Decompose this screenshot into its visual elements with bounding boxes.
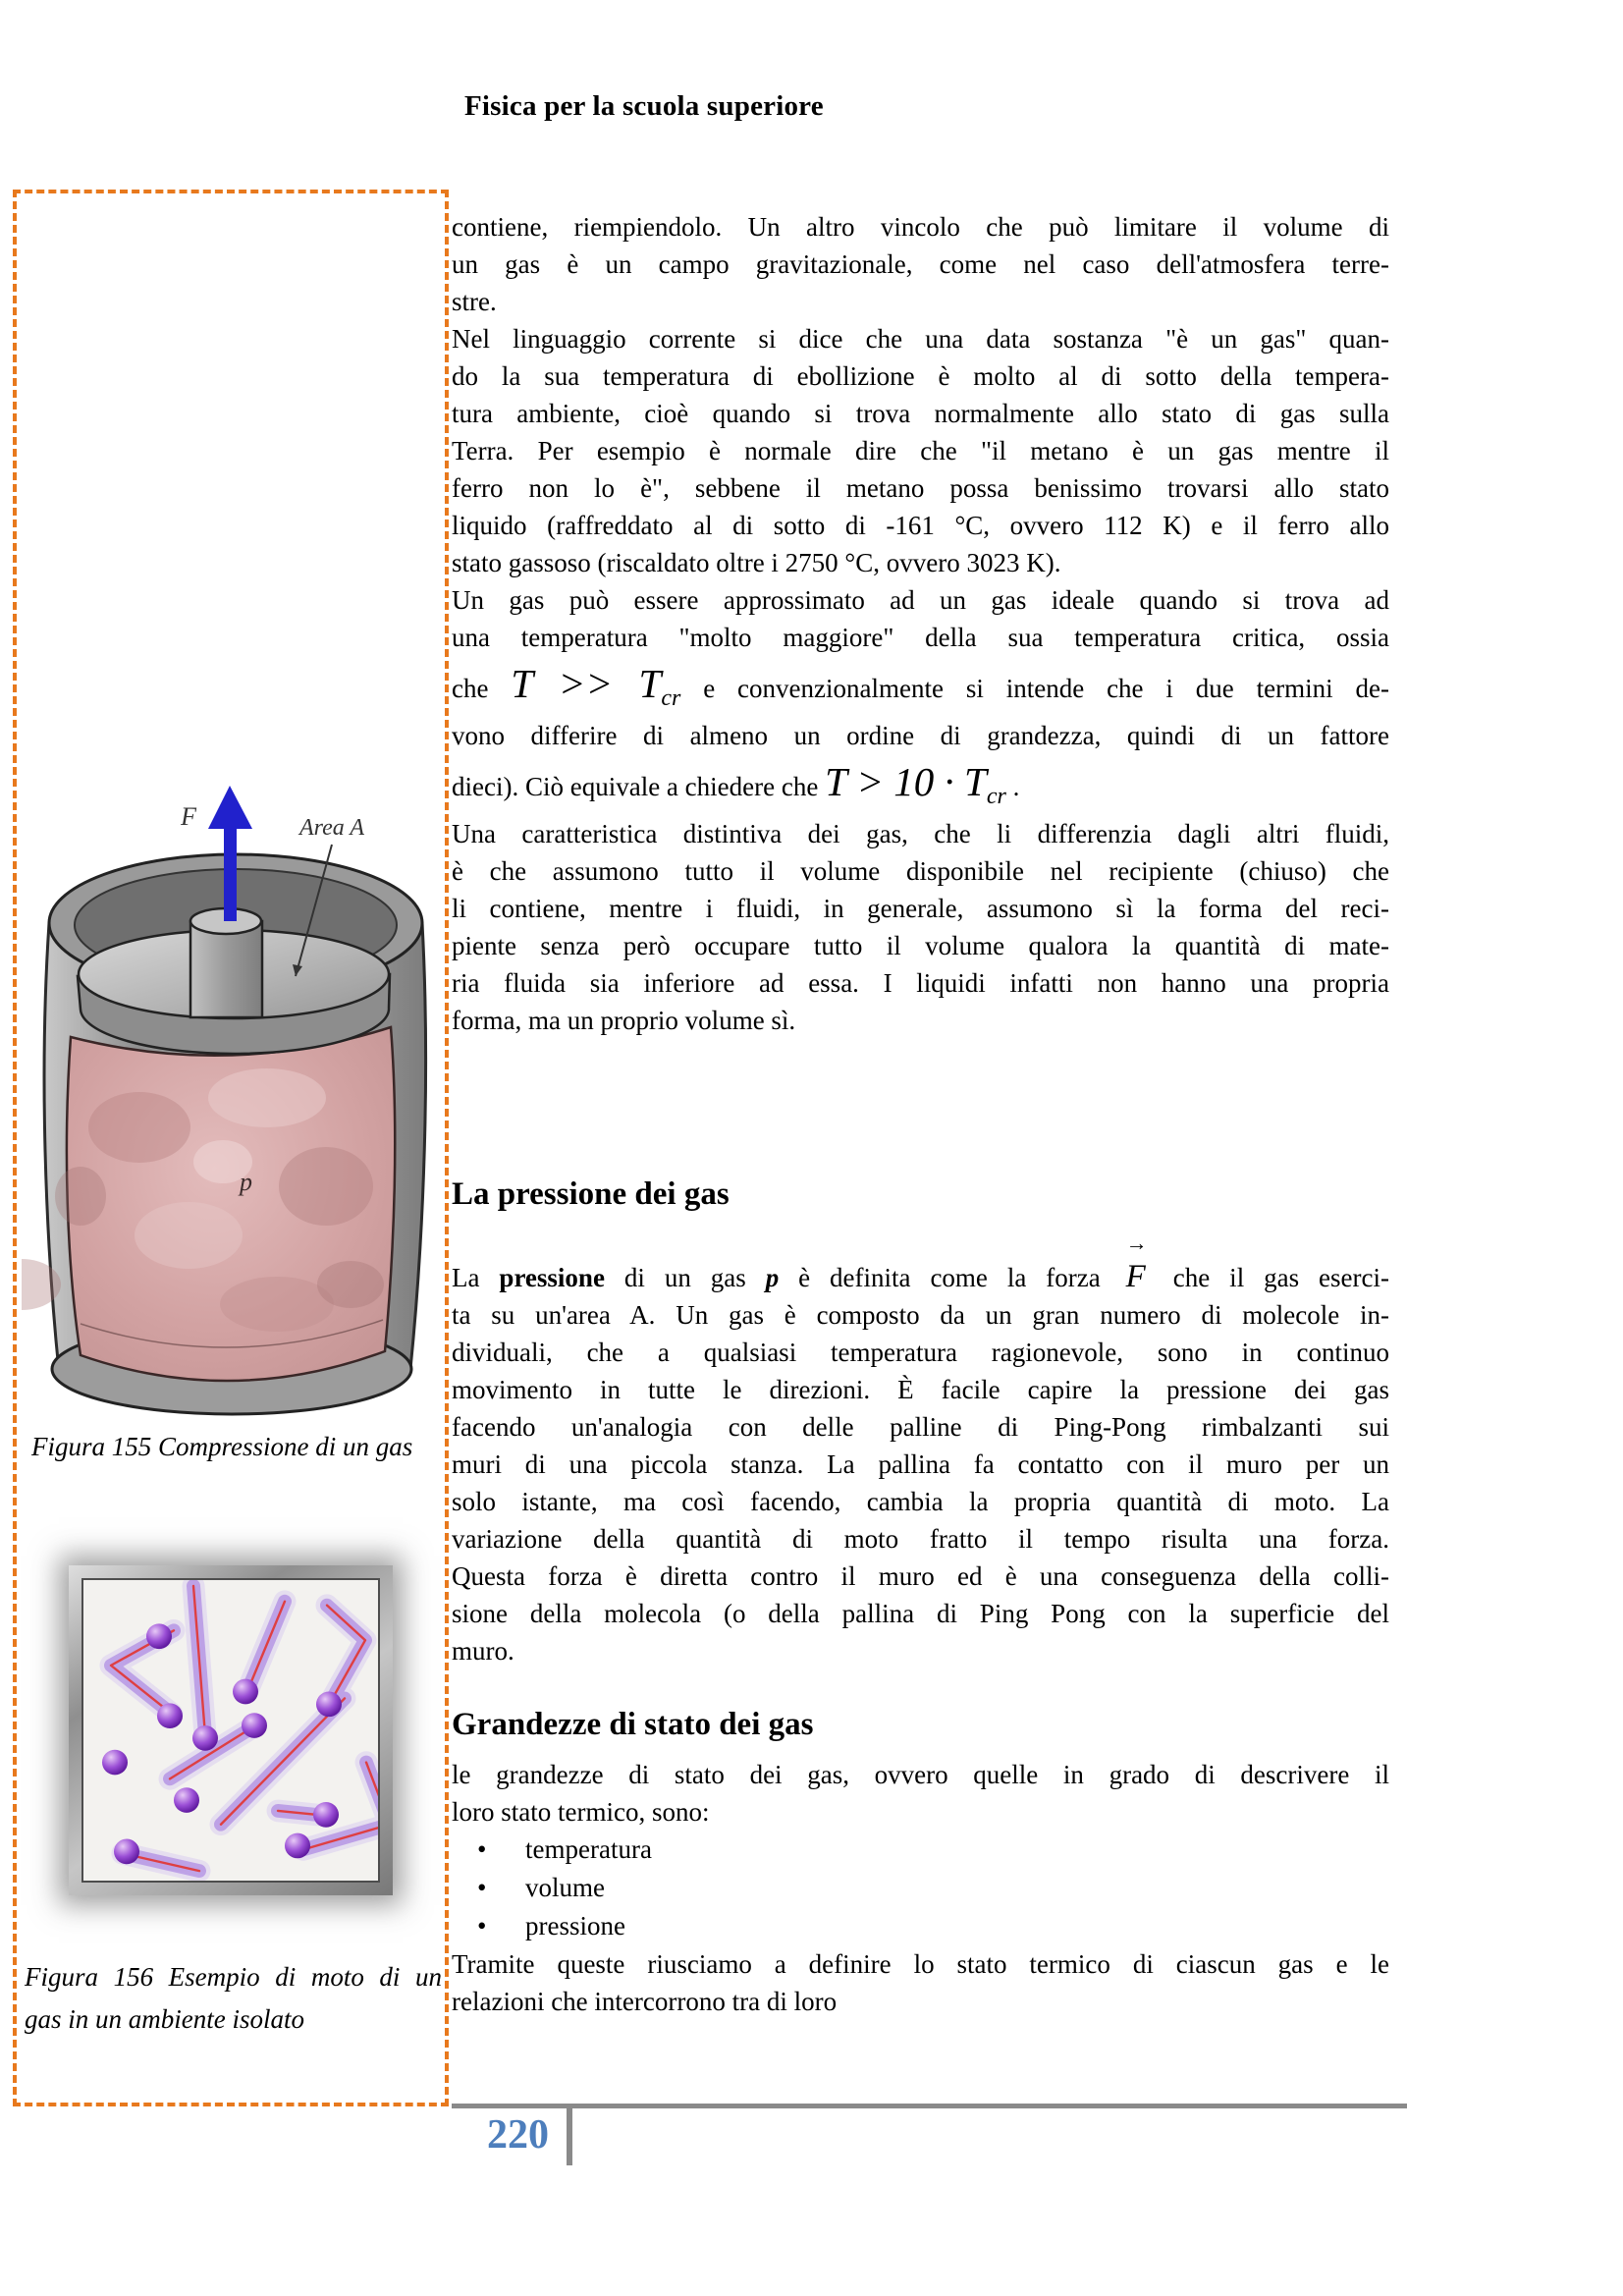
state-intro: le grandezze di stato dei gas, ovvero quelle in grado di descrivere il loro stato termico, sono: (452, 1760, 1389, 1827)
body-text-column (452, 208, 1389, 2020)
paragraph-3-middle: vono differire di almeno un ordine di grandezza, quindi di un fattore (452, 721, 1389, 750)
heading-pressure: La pressione dei gas (452, 1176, 730, 1212)
figure-155-illustration (22, 774, 434, 1422)
page-number: 220 (487, 2112, 549, 2158)
bold-pressione: pressione (499, 1263, 605, 1292)
figure-156-illustration (81, 1578, 380, 1883)
figure-155-caption: Figura 155 Compressione di un gas (31, 1432, 413, 1461)
area-label: Area A (299, 815, 364, 841)
closing-paragraph: Tramite queste riusciamo a definire lo stato termico di ciascun gas e le relazioni che intercorrono tra di loro (452, 1949, 1389, 2016)
formula-2-expression: $T > 10 \cdot T_{cr}$ (825, 759, 1006, 809)
formula-1-expression: $T >> T_{cr}$ (511, 661, 681, 711)
bold-italic-p: p (765, 1263, 780, 1292)
molecule-motion-drawing (83, 1580, 378, 1881)
formula-line-1 (452, 656, 1389, 717)
bullet-label: temperatura (525, 1834, 652, 1864)
figure-156-frame (69, 1565, 393, 1895)
paragraph-3-start: Un gas può essere approssimato ad un gas ideale quando si trova ad una temperatura "molto maggiore" della sua temperatura critica, ossia (452, 585, 1389, 652)
page-title: Fisica per la scuola superiore (464, 90, 824, 122)
pressure-label: p (240, 1168, 252, 1196)
heading-state-quantities: Grandezze di stato dei gas (452, 1707, 814, 1742)
bullet-label: volume (525, 1873, 605, 1902)
bullet-item-temperatura (452, 1831, 1389, 1869)
pressure-paragraph-rest: ta su un'area A. Un gas è composto da un gran numero di molecole in- dividuali, che a qualsiasi temperatura ragionevole, sono in continuo movimento in tutte le direzioni. È facile capire la pressione dei gas facendo un'analogia con delle palline di Ping-Pong rimbalzanti sui muri di una piccola stanza. La pallina fa contatto con il muro per un solo istante, ma così facendo, cambia la propria quantità di moto. La variazione della quantità di moto fratto il tempo risulta una forza. Questa forza è diretta contro il muro ed è una conseguenza della colli- sione della molecola (o della pallina di Ping Pong con la superficie del muro. (452, 1300, 1389, 1666)
figure-156-caption: Figura 156 Esempio di moto di un gas in un ambiente isolato (25, 1962, 442, 2034)
bullet-label: pressione (525, 1911, 625, 1941)
footer-vertical-bar (567, 2104, 572, 2165)
formula-1-post: e convenzionalmente si intende che i due termini de- (680, 674, 1389, 703)
bullet-icon: • (477, 1911, 487, 1941)
paragraph-1: contiene, riempiendolo. Un altro vincolo che può limitare il volume di un gas è un campo gravitazionale, come nel caso dell'atmosfera terre- stre. (452, 212, 1389, 316)
bullet-icon: • (477, 1873, 487, 1902)
formula-line-2 (452, 754, 1389, 815)
piston-knob (190, 921, 262, 1017)
formula-1-pre: che (452, 674, 512, 703)
footer-rule (452, 2104, 1407, 2108)
pressure-paragraph-line-1: La pressione di un gas p è definita come la forza → F che il gas eserci- (452, 1230, 1389, 1294)
bullet-list (452, 1831, 1389, 1945)
paragraph-2: Nel linguaggio corrente si dice che una data sostanza "è un gas" quan- do la sua temperatura di ebollizione è molto al di sotto della tempera- tura ambiente, cioè quando si trova normalmente allo stato di gas sulla Terra. Per esempio è normale dire che "il metano è un gas mentre il ferro non lo è", sebbene il metano possa benissimo trovarsi allo stato liquido (raffreddato al di sotto di -161 °C, ovvero 112 K) e il ferro allo stato gassoso (riscaldato oltre i 2750 °C, ovvero 3023 K). (452, 324, 1389, 577)
formula-2-post: . (1005, 772, 1020, 801)
bullet-icon: • (477, 1834, 487, 1864)
formula-2-pre: dieci). Ciò equivale a chiedere che (452, 772, 826, 801)
bullet-item-volume (452, 1869, 1389, 1907)
bullet-item-pressione (452, 1907, 1389, 1945)
force-label: F (181, 802, 196, 831)
paragraph-4: Una caratteristica distintiva dei gas, che li differenzia dagli altri fluidi, è che assumono tutto il volume disponibile nel recipiente (chiuso) che li contiene, mentre i fluidi, in generale, assumono sì la forma del reci- piente senza però occupare tutto il volume qualora la quantità di mate- ria fluida sia inferiore ad essa. I liquidi infatti non hanno una propria forma, ma un proprio volume sì. (452, 819, 1389, 1035)
